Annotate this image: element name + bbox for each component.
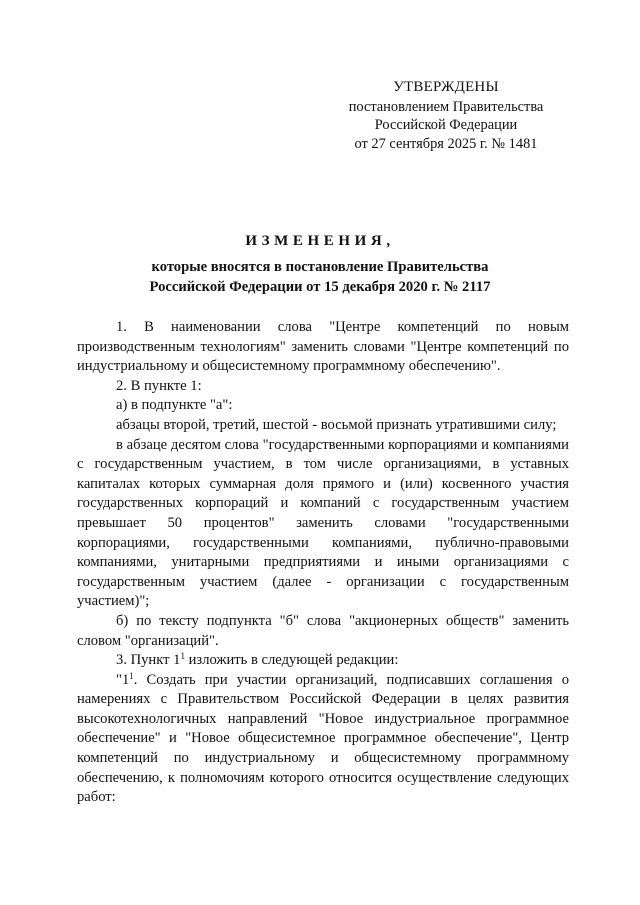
- subtitle-line-1: которые вносятся в постановление Правительства: [151, 259, 489, 275]
- document-title: ИЗМЕНЕНИЯ,: [245, 233, 395, 249]
- paragraph-2: 2. В пункте 1:: [116, 377, 202, 394]
- paragraph-7-text-end: изложить в следующей редакции:: [184, 652, 399, 669]
- paragraph-6: б) по тексту подпункта "б" слова "акционерных обществ" заменить словом "организаций".: [77, 612, 569, 649]
- approval-stamp: [330, 78, 562, 153]
- paragraph-8-text-end: . Создать при участии организаций, подписавших соглашения о намерениях с Правительством Российской Федерации в целях развития высокотехнологичных направлений "Новое индустриальное программное обеспечение" и "Новое общесистемное программное обеспечение", Центр компетенций по индустриальному и общесистемному программному обеспечению, к полномочиям которого относится осуществление следующих работ:: [77, 671, 569, 806]
- approval-line-3: от 27 сентября 2025 г. № 1481: [354, 135, 538, 152]
- document-body: [77, 318, 569, 808]
- superscript-2: 1: [129, 670, 134, 681]
- approval-line-2: Российской Федерации: [374, 117, 518, 134]
- paragraph-8: [77, 671, 569, 808]
- paragraph-5: в абзаце десятом слова "государственными корпорациями и компаниями с государственным участием, в том числе организациями, в уставных капиталах которых суммарная доля прямого и (или) косвенного участия государственных корпораций и компаний с государственным участием превышает 50 процентов" заменить словами "государственными корпорациями, государственными компаниями, публично-правовыми компаниями, унитарными предприятиями и иными организациями с государственным участием (далее - организации с государственным участием)";: [77, 436, 569, 610]
- paragraph-4: абзацы второй, третий, шестой - восьмой признать утратившими силу;: [116, 416, 557, 433]
- paragraph-1: 1. В наименовании слова "Центре компетенций по новым производственным технологиям" заменить словами "Центре компетенций по индустриальному и общесистемному программному обеспечению".: [77, 319, 569, 375]
- paragraph-3: а) в подпункте "а":: [116, 397, 233, 414]
- paragraph-8-text: "1: [116, 671, 130, 688]
- paragraph-7: [77, 651, 569, 671]
- document-subtitle: [60, 258, 580, 297]
- approval-heading: УТВЕРЖДЕНЫ: [393, 79, 499, 95]
- superscript-1: 1: [180, 651, 185, 662]
- approval-line-1: постановлением Правительства: [348, 98, 544, 115]
- subtitle-line-2: Российской Федерации от 15 декабря 2020 г. № 2117: [149, 278, 491, 295]
- paragraph-7-text: 3. Пункт 1: [116, 652, 181, 669]
